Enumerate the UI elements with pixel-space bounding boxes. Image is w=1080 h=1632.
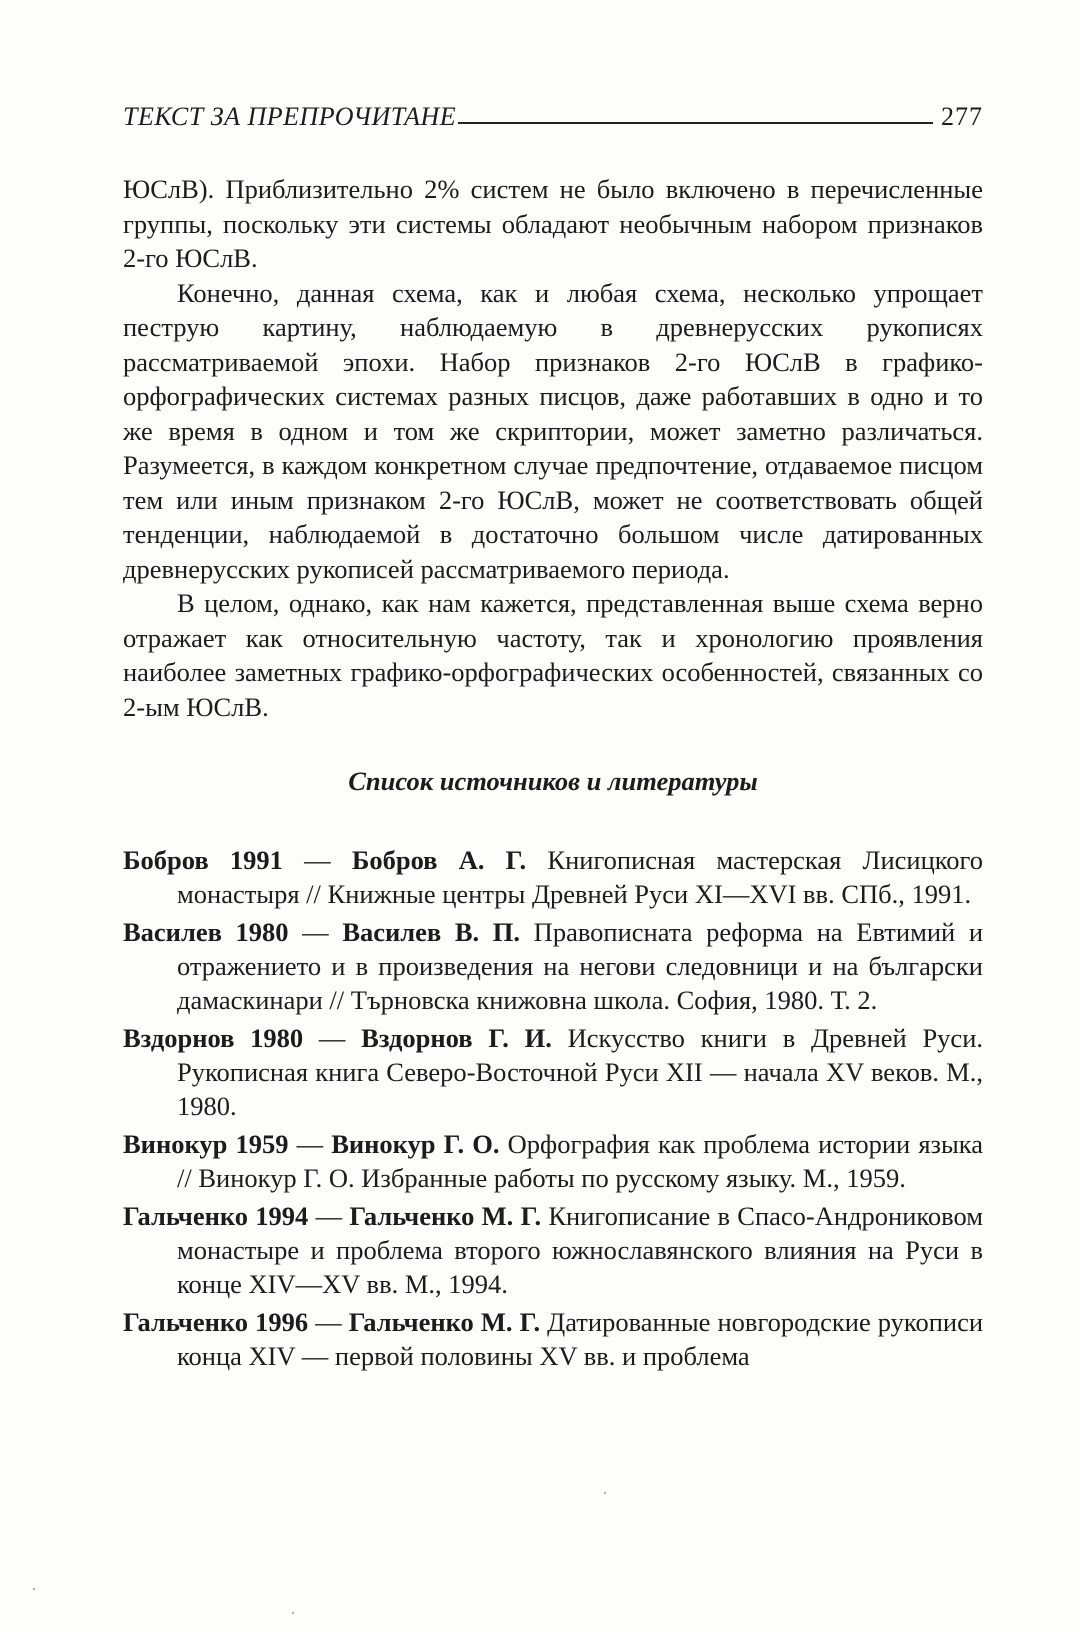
- entry-text: Датированные новгородские рукописи конца XIV — первой половины XV вв. и проблема: [177, 1307, 984, 1371]
- bibliography-entry: [123, 1305, 983, 1373]
- bibliography-entry: [123, 915, 983, 1017]
- entry-author: Вздорнов Г. И.: [361, 1023, 552, 1053]
- entry-text: Правописната реформа на Евтимий и отражението и в произведения на негови следовници и на български дамаскинари // Търновска книжовна школа. София, 1980. Т. 2.: [177, 917, 984, 1015]
- entry-author: Винокур Г. О.: [331, 1129, 500, 1159]
- page-number: 277: [941, 102, 983, 131]
- bibliography-entry: [123, 1127, 983, 1195]
- entry-key: Василев 1980: [123, 917, 289, 947]
- entry-text: Искусство книги в Древней Руси. Рукописная книга Северо-Восточной Руси XII — начала XV веков. М., 1980.: [177, 1023, 983, 1121]
- bibliography-entry: [123, 1021, 983, 1123]
- entry-dash: —: [303, 1023, 362, 1053]
- entry-key: Гальченко 1996: [123, 1307, 309, 1337]
- entry-key: Винокур 1959: [123, 1129, 289, 1159]
- running-head-rule: [458, 122, 933, 124]
- entry-dash: —: [288, 1129, 332, 1159]
- scan-speck: [604, 1492, 606, 1494]
- entry-dash: —: [288, 917, 343, 947]
- entry-text: Книгописная мастерская Лисицкого монастыря // Книжные центры Древней Руси XI—XVI вв. СПб., 1991.: [177, 845, 984, 909]
- entry-text: Орфография как проблема истории языка // Винокур Г. О. Избранные работы по русскому языку. М., 1959.: [177, 1129, 984, 1193]
- bibliography-entry: [123, 1199, 983, 1301]
- paragraph: ЮСлВ). Приблизительно 2% систем не было включено в перечисленные группы, поскольку эти системы обладают необычным набором признаков 2-го ЮСлВ.: [123, 174, 983, 273]
- entry-key: Бобров 1991: [123, 845, 283, 875]
- entry-dash: —: [308, 1307, 349, 1337]
- body-text: [123, 172, 983, 724]
- entry-author: Василев В. П.: [342, 917, 521, 947]
- running-head: [123, 96, 983, 132]
- entry-text: Книгописание в Спасо-Андрониковом монастыре и проблема второго южнославянского влияния на Руси в конце XIV—XV вв. М., 1994.: [177, 1201, 984, 1299]
- bibliography: [123, 843, 983, 1373]
- entry-author: Бобров А. Г.: [351, 845, 527, 875]
- paragraph: В целом, однако, как нам кажется, представленная выше схема верно отражает как относительную частоту, так и хронологию проявления наиболее заметных графико-орфографических особенностей, связанных со 2-ым ЮСлВ.: [123, 588, 983, 722]
- bibliography-entry: [123, 843, 983, 911]
- entry-author: Гальченко М. Г.: [348, 1307, 541, 1337]
- section-title: Список источников и литературы: [348, 766, 758, 796]
- entry-author: Гальченко М. Г.: [349, 1201, 542, 1231]
- running-head-title: ТЕКСТ ЗА ПРЕПРОЧИТАНЕ: [123, 102, 457, 131]
- scan-speck: [33, 1588, 35, 1590]
- page: [123, 96, 983, 1377]
- entry-key: Гальченко 1994: [123, 1201, 309, 1231]
- scan-speck: [292, 1612, 294, 1614]
- entry-dash: —: [308, 1201, 350, 1231]
- paragraph: Конечно, данная схема, как и любая схема, несколько упрощает пеструю картину, наблюдаемую в древнерусских рукописях рассматриваемой эпохи. Набор признаков 2-го ЮСлВ в графико-орфографических системах разных писцов, даже работавших в одно и то же время в одном и том же скриптории, может заметно различаться. Разумеется, в каждом конкретном случае предпочтение, отдаваемое писцом тем или иным признаком 2-го ЮСлВ, может не соответствовать общей тенденции, наблюдаемой в достаточно большом числе датированных древнерусских рукописей рассматриваемого периода.: [123, 277, 983, 584]
- entry-key: Вздорнов 1980: [123, 1023, 304, 1053]
- entry-dash: —: [282, 845, 352, 875]
